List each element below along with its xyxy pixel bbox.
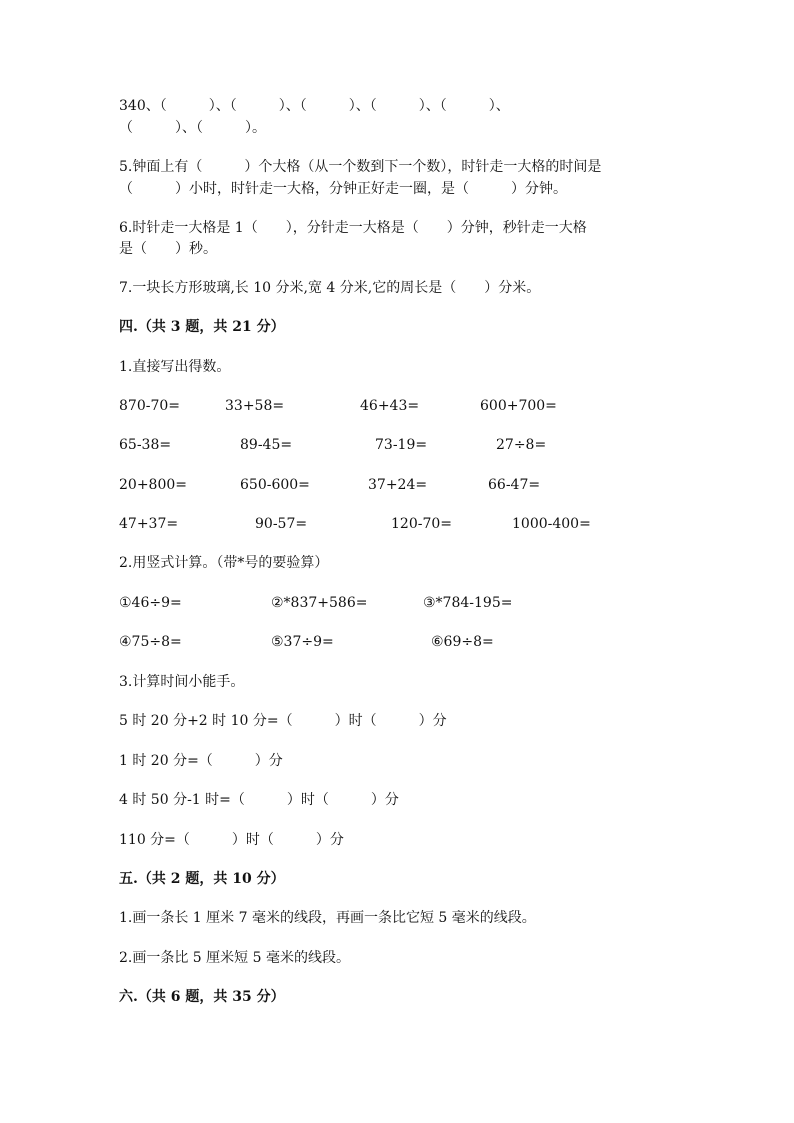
time-calc-2: 1 时 20 分=（ ）分: [119, 753, 283, 769]
oral-item: 870-70=: [119, 398, 180, 414]
section-4-question-3: 3.计算时间小能手。: [119, 674, 245, 690]
oral-item: 46+43=: [360, 398, 420, 414]
time-calc-4: 110 分=（ ）时（ ）分: [119, 832, 344, 848]
line-340-sequence: 340、（ ）、（ ）、（ ）、（ ）、（ ）、: [119, 98, 510, 114]
oral-item: 89-45=: [240, 437, 293, 453]
question-5-line1: 5.钟面上有（ ）个大格（从一个数到下一个数），时针走一大格的时间是: [119, 159, 602, 175]
line-340-sequence-cont: （ ）、（ ）。: [119, 120, 266, 136]
section-4-question-2: 2.用竖式计算。（带*号的要验算）: [119, 555, 329, 571]
question-5-line2: （ ）小时，时针走一大格，分钟正好走一圈，是（ ）分钟。: [119, 181, 567, 197]
time-calc-3: 4 时 50 分-1 时=（ ）时（ ）分: [119, 792, 399, 808]
section-5-question-2: 2.画一条比 5 厘米短 5 毫米的线段。: [119, 950, 350, 966]
oral-item: 120-70=: [391, 516, 452, 532]
section-6-heading: 六.（共 6 题，共 35 分）: [119, 989, 285, 1005]
oral-item: 73-19=: [375, 437, 428, 453]
oral-item: 90-57=: [255, 516, 308, 532]
oral-item: 27÷8=: [496, 437, 547, 453]
question-6-line1: 6.时针走一大格是 1（ ），分针走一大格是（ ）分钟，秒针走一大格: [119, 220, 587, 236]
time-calc-1: 5 时 20 分+2 时 10 分=（ ）时（ ）分: [119, 713, 447, 729]
section-5-heading: 五.（共 2 题，共 10 分）: [119, 871, 285, 887]
vertical-item: ①46÷9=: [119, 595, 182, 611]
section-4-question-1: 1.直接写出得数。: [119, 359, 231, 375]
oral-item: 20+800=: [119, 477, 187, 493]
oral-item: 1000-400=: [512, 516, 591, 532]
section-4-heading: 四.（共 3 题，共 21 分）: [119, 319, 285, 335]
question-7: 7.一块长方形玻璃,长 10 分米,宽 4 分米,它的周长是（ ）分米。: [119, 280, 541, 296]
question-6-line2: 是（ ）秒。: [119, 241, 217, 257]
vertical-item: ②*837+586=: [271, 595, 368, 611]
section-5-question-1: 1.画一条长 1 厘米 7 毫米的线段，再画一条比它短 5 毫米的线段。: [119, 910, 536, 926]
oral-item: 33+58=: [225, 398, 285, 414]
oral-item: 65-38=: [119, 437, 172, 453]
oral-item: 600+700=: [480, 398, 557, 414]
oral-item: 650-600=: [240, 477, 310, 493]
oral-item: 47+37=: [119, 516, 179, 532]
vertical-item: ③*784-195=: [423, 595, 513, 611]
vertical-item: ⑥69÷8=: [431, 634, 494, 650]
vertical-item: ④75÷8=: [119, 634, 182, 650]
oral-item: 37+24=: [368, 477, 428, 493]
vertical-item: ⑤37÷9=: [271, 634, 334, 650]
oral-item: 66-47=: [488, 477, 541, 493]
